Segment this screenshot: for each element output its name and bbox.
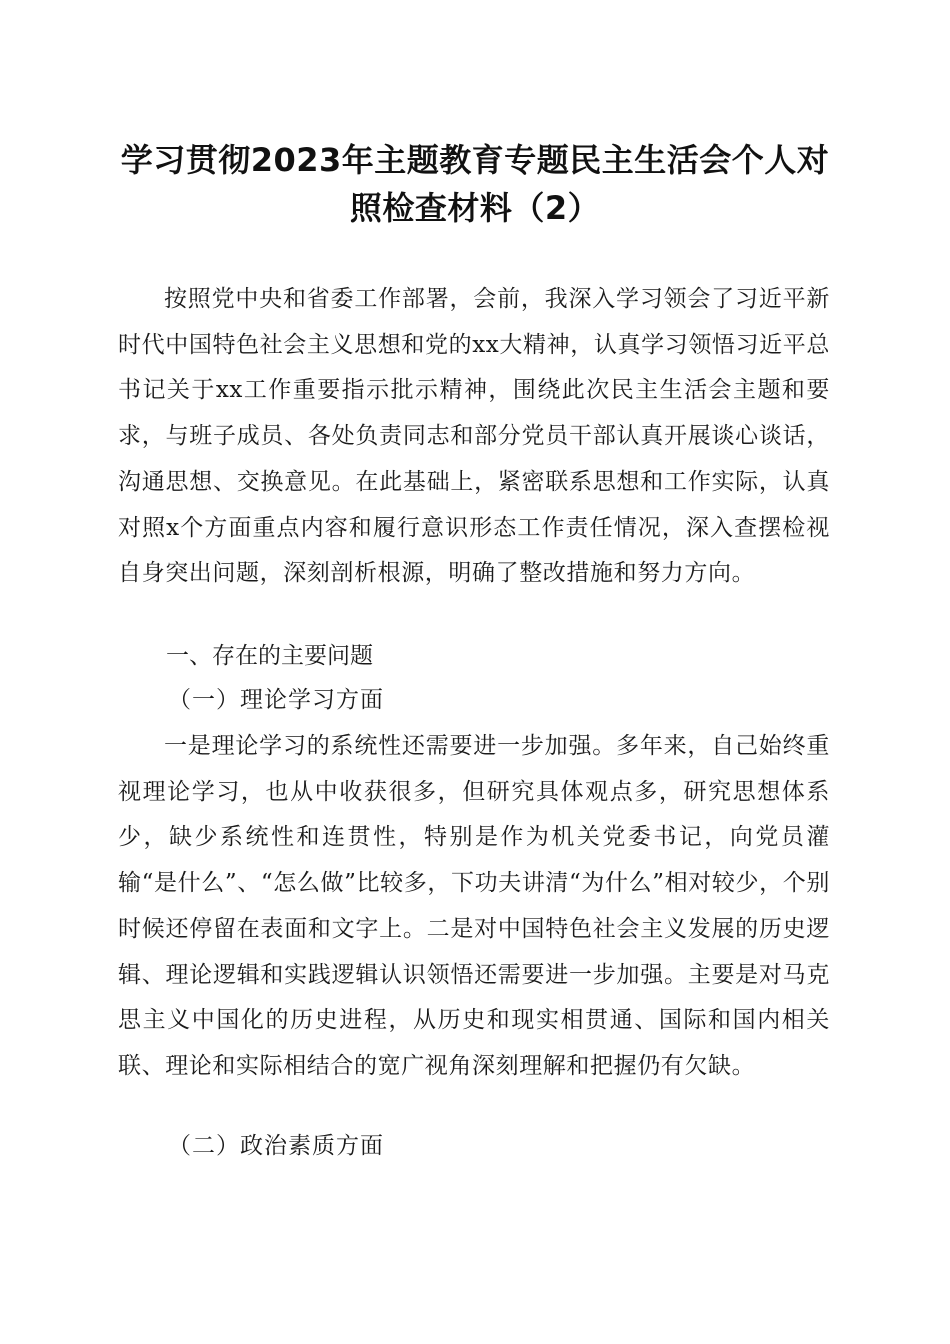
theory-study-paragraph: 一是理论学习的系统性还需要进一步加强。多年来，自己始终重视理论学习，也从中收获很多，但研究具体观点多，研究思想体系少，缺少系统性和连贯性，特别是作为机关党委书记，向党员灌输“是什么”、“怎么做”比较多，下功夫讲清“为什么”相对较少，个别时候还停留在表面和文字上。二是对中国特色社会主义发展的历史逻辑、理论逻辑和实践逻辑认识领悟还需要进一步加强。主要是对马克思主义中国化的历史进程，从历史和现实相贯通、国际和国内相关联、理论和实际相结合的宽广视角深刻理解和把握仍有欠缺。 [118, 733, 830, 1079]
intro-paragraph: 按照党中央和省委工作部署，会前，我深入学习领会了习近平新时代中国特色社会主义思想和党的xx大精神，认真学习领悟习近平总书记关于xx工作重要指示批示精神，围绕此次民主生活会主题和要求，与班子成员、各处负责同志和部分党员干部认真开展谈心谈话，沟通思想、交换意见。在此基础上，紧密联系思想和工作实际，认真对照x个方面重点内容和履行意识形态工作责任情况，深入查摆检视自身突出问题，深刻剖析根源，明确了整改措施和努力方向。 [118, 286, 830, 587]
subsection-heading-political-quality: （二）政治素质方面 [168, 1133, 384, 1159]
subsection-heading-theory-study: （一）理论学习方面 [168, 687, 384, 713]
section-heading-main-problems: 一、存在的主要问题 [166, 643, 373, 669]
document-title: 学习贯彻2023年主题教育专题民主生活会个人对照检查材料（2） [120, 141, 830, 227]
